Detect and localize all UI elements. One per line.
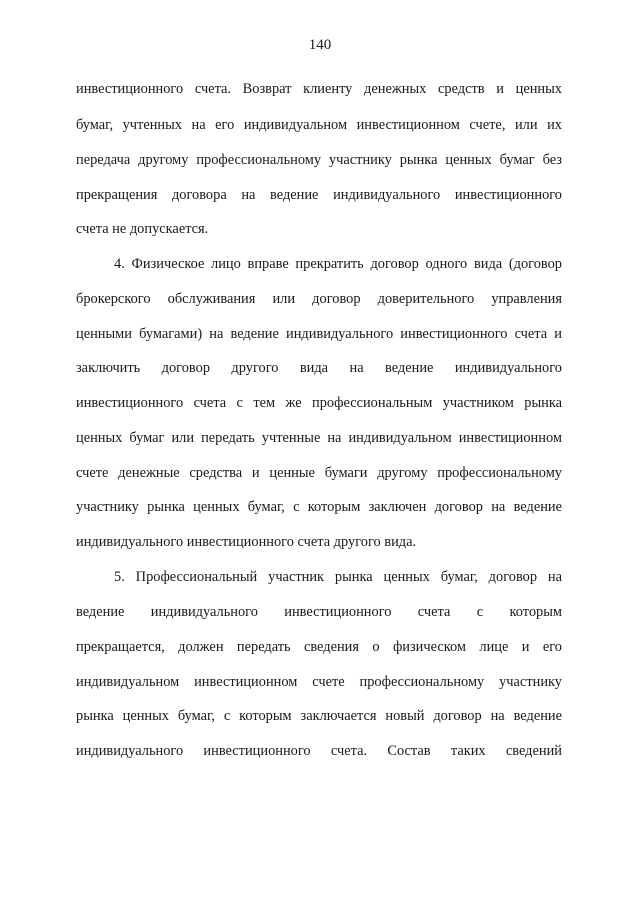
text-line: 4. Физическое лицо вправе прекратить договор одного вида (договор [114,256,562,272]
text-line: индивидуального инвестиционного счета. Состав таких сведений [76,743,562,759]
text-line: индивидуального инвестиционного счета другого вида. [76,534,417,550]
text-line: индивидуальном инвестиционном счете профессиональному участнику [76,674,562,690]
text-line: бумаг, учтенных на его индивидуальном инвестиционном счете, или их [76,117,562,133]
text-line: рынка ценных бумаг, с которым заключается новый договор на ведение [76,708,562,724]
text-line: прекращается, должен передать сведения о физическом лице и его [76,639,562,655]
text-line: ценными бумагами) на ведение индивидуального инвестиционного счета и [76,326,562,342]
text-line: передача другому профессиональному участнику рынка ценных бумаг без [76,152,562,168]
text-line: заключить договор другого вида на ведение индивидуального [76,360,562,376]
text-line: 5. Профессиональный участник рынка ценных бумаг, договор на [114,569,562,585]
text-line: ценных бумаг или передать учтенные на индивидуальном инвестиционном [76,430,562,446]
text-line: прекращения договора на ведение индивидуального инвестиционного [76,187,562,203]
text-line: инвестиционного счета. Возврат клиенту денежных средств и ценных [76,81,562,97]
text-line: счете денежные средства и ценные бумаги другому профессиональному [76,465,562,481]
text-line: инвестиционного счета с тем же профессиональным участником рынка [76,395,562,411]
text-line: брокерского обслуживания или договор доверительного управления [76,291,562,307]
page-number: 140 [308,37,332,53]
text-line: ведение индивидуального инвестиционного счета с которым [76,604,562,620]
text-line: участнику рынка ценных бумаг, с которым заключен договор на ведение [76,499,562,515]
text-line: счета не допускается. [76,221,209,237]
